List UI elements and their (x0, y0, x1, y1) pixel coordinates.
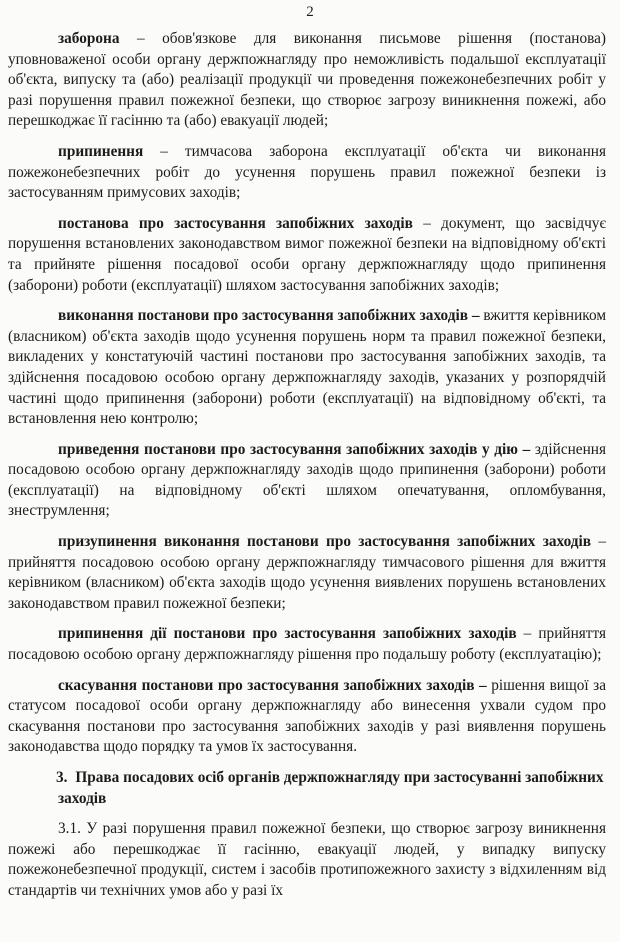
section-heading (8, 768, 606, 809)
definition-text: – прийняття посадовою особою органу держпожнагляду тимчасового рішення для вжиття керівником (власником) об'єкта заходів щодо усунення виявлених порушень встановлених законодавством правил пожежної безпеки; (8, 533, 606, 612)
definition-term: скасування постанови про застосування запобіжних заходів – (58, 676, 487, 694)
definition-term: заборона (58, 30, 120, 47)
definition-term: виконання постанови про застосування запобіжних заходів – (58, 307, 480, 325)
page-number: 2 (306, 4, 314, 20)
definition-paragraph (8, 440, 606, 522)
definition-text: – тимчасова заборона експлуатації об'єкта чи виконання пожежонебезпечних робіт до усунення порушень правил пожежної безпеки із застосуванням примусових заходів; (8, 142, 606, 202)
definition-text: – прийняття посадовою особою органу держпожнагляду рішення про подальшу роботу (експлуатацію); (8, 625, 606, 664)
definition-paragraph (8, 624, 606, 665)
definition-term: постанова про застосування запобіжних заходів (58, 214, 413, 232)
definition-text: вжиття керівником (власником) об'єкта заходів щодо усунення порушень норм та правил пожежної безпеки, викладених у констатуючій частині постанови про застосування запобіжних заходів, та здійснення посадовою особою органу держпожнагляду заходів, указаних у розпорядчій частині щодо припинення (заборони) роботи (експлуатації) на відповідному об'єкті, та встановлення нею контролю; (8, 307, 606, 428)
document-body (8, 29, 606, 902)
definition-paragraph (8, 29, 606, 132)
definition-term: призупинення виконання постанови про застосування запобіжних заходів (58, 533, 592, 551)
definition-text: здійснення посадовою особою органу держпожнагляду заходів щодо припинення (заборони) роботи (експлуатації) на відповідному об'єкті шляхом опечатування, опломбування, знеструмлення; (8, 440, 607, 520)
definition-paragraph (8, 142, 606, 204)
definition-text: – обов'язкове для виконання письмове рішення (постанова) уповноваженої особи органу держпожнагляду про неможливість подальшої експлуатації об'єкта, випуску та (або) реалізації продукції чи проведення пожежонебезпечних робіт у разі порушення правил пожежної безпеки, що створює загрозу виникнення пожежі, або перешкоджає її гасінню та (або) евакуації людей; (8, 30, 606, 130)
section-title: Права посадових осіб органів держпожнагляду при застосуванні запобіжних заходів (58, 769, 604, 807)
section-number: 3. (56, 769, 68, 786)
definition-term: припинення (58, 142, 144, 160)
definition-paragraph (8, 214, 606, 296)
definition-term: приведення постанови про застосування запобіжних заходів у дію – (58, 440, 531, 458)
clause-paragraph: 3.1. У разі порушення правил пожежної безпеки, що створює загрозу виникнення пожежі або перешкоджає її гасінню, евакуації людей, у випадку випуску пожежонебезпечної продукції, систем і засобів протипожежного захисту з відхиленням від стандартів чи технічних умов або у разі їх (8, 820, 606, 899)
definition-paragraph (8, 532, 606, 614)
definition-paragraph (8, 306, 606, 430)
definition-term: припинення дії постанови про застосування запобіжних заходів (58, 625, 517, 643)
definition-paragraph (8, 676, 606, 758)
definition-text: рішення вищої за статусом посадової особи органу держпожнагляду або винесення ухвали судом про скасування постанови про застосування запобіжних заходів у разі виявлення порушень законодавства щодо порядку та умов їх застосування. (8, 676, 606, 756)
definition-text: – документ, що засвідчує порушення встановлених законодавством вимог пожежної безпеки на відповідному об'єкті та прийняте рішення посадової особи органу держпожнагляду щодо припинення (заборони) роботи (експлуатації) шляхом застосування запобіжних заходів; (8, 214, 607, 294)
